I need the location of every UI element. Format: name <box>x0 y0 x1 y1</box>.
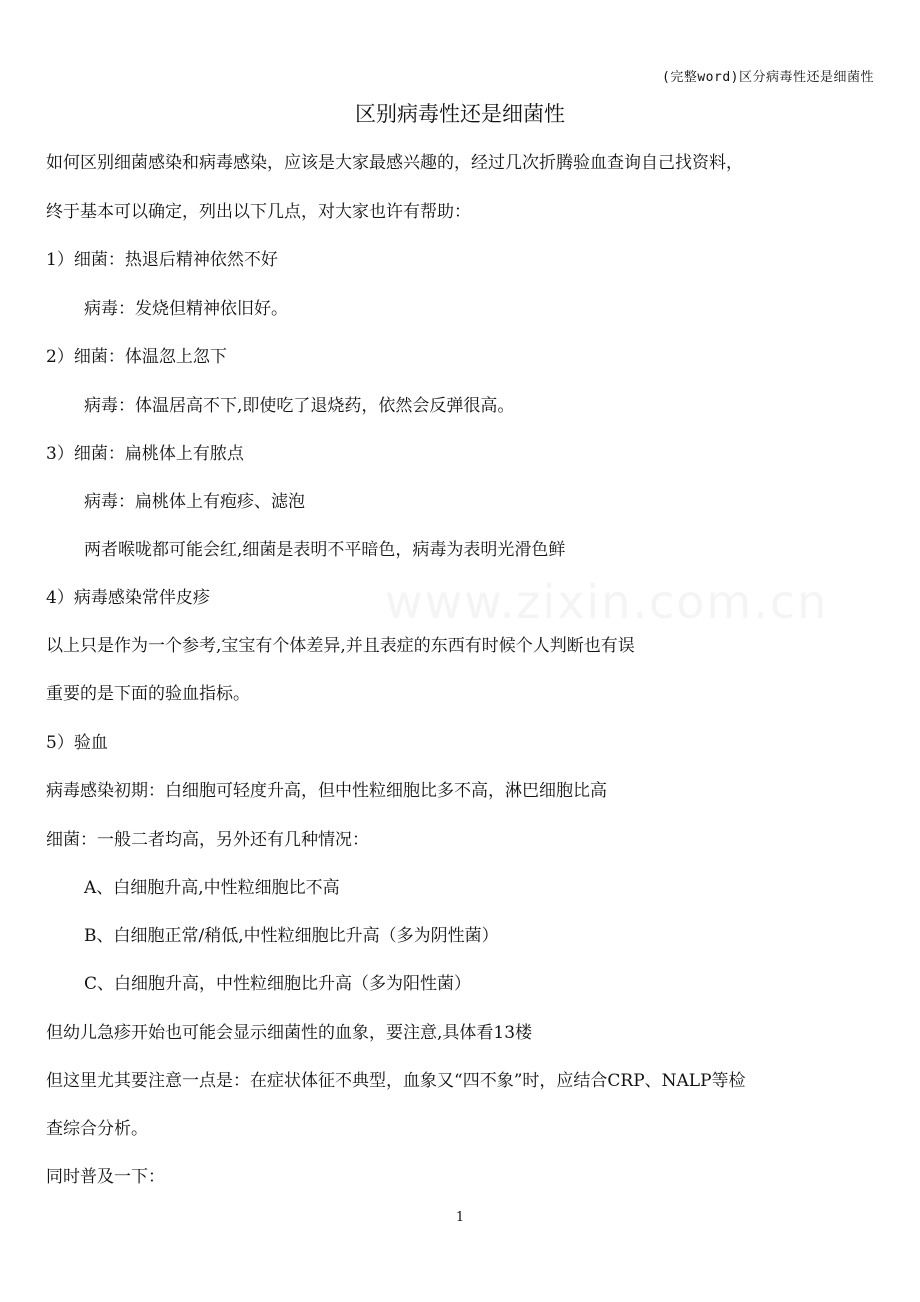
blood-bacteria-line: 细菌：一般二者均高，另外还有几种情况： <box>46 830 369 850</box>
blood-virus-line: 病毒感染初期：白细胞可轻度升高，但中性粒细胞比多不高，淋巴细胞比高 <box>46 781 607 801</box>
point-3-bacteria: 3）细菌：扁桃体上有脓点 <box>46 444 244 464</box>
point-1-bacteria: 1）细菌：热退后精神依然不好 <box>46 250 278 270</box>
intro-line-2: 终于基本可以确定，列出以下几点，对大家也许有帮助： <box>46 202 471 222</box>
point-3-note: 两者喉咙都可能会红,细菌是表明不平暗色，病毒为表明光滑色鲜 <box>84 540 566 560</box>
note-line-3: 查综合分析。 <box>46 1119 148 1139</box>
point-5: 5）验血 <box>46 733 108 753</box>
point-1-virus: 病毒：发烧但精神依旧好。 <box>84 299 288 319</box>
intro-line-1: 如何区别细菌感染和病毒感染，应该是大家最感兴趣的，经过几次折腾验血查询自己找资料， <box>46 153 743 173</box>
case-b: B、白细胞正常/稍低,中性粒细胞比升高（多为阴性菌） <box>84 926 499 946</box>
document-header: (完整word)区分病毒性还是细菌性 <box>662 70 874 85</box>
point-4: 4）病毒感染常伴皮疹 <box>46 588 210 608</box>
case-a: A、白细胞升高,中性粒细胞比不高 <box>84 878 340 898</box>
reference-line-1: 以上只是作为一个参考,宝宝有个体差异,并且表症的东西有时候个人判断也有误 <box>46 636 635 656</box>
point-2-bacteria: 2）细菌：体温忽上忽下 <box>46 347 227 367</box>
point-3-virus: 病毒：扁桃体上有疱疹、滤泡 <box>84 492 305 512</box>
note-line-2: 但这里尤其要注意一点是：在症状体征不典型，血象又“四不象”时，应结合CRP、NALP等检 <box>46 1071 746 1091</box>
case-c: C、白细胞升高，中性粒细胞比升高（多为阳性菌） <box>84 974 472 994</box>
note-line-1: 但幼儿急疹开始也可能会显示细菌性的血象，要注意,具体看13楼 <box>46 1023 533 1043</box>
reference-line-2: 重要的是下面的验血指标。 <box>46 684 250 704</box>
page-number: 1 <box>455 1210 465 1225</box>
point-2-virus: 病毒：体温居高不下,即使吃了退烧药，依然会反弹很高。 <box>84 396 515 416</box>
popular-line: 同时普及一下： <box>46 1167 165 1187</box>
watermark <box>385 575 828 629</box>
document-title: 区别病毒性还是细菌性 <box>355 102 565 126</box>
